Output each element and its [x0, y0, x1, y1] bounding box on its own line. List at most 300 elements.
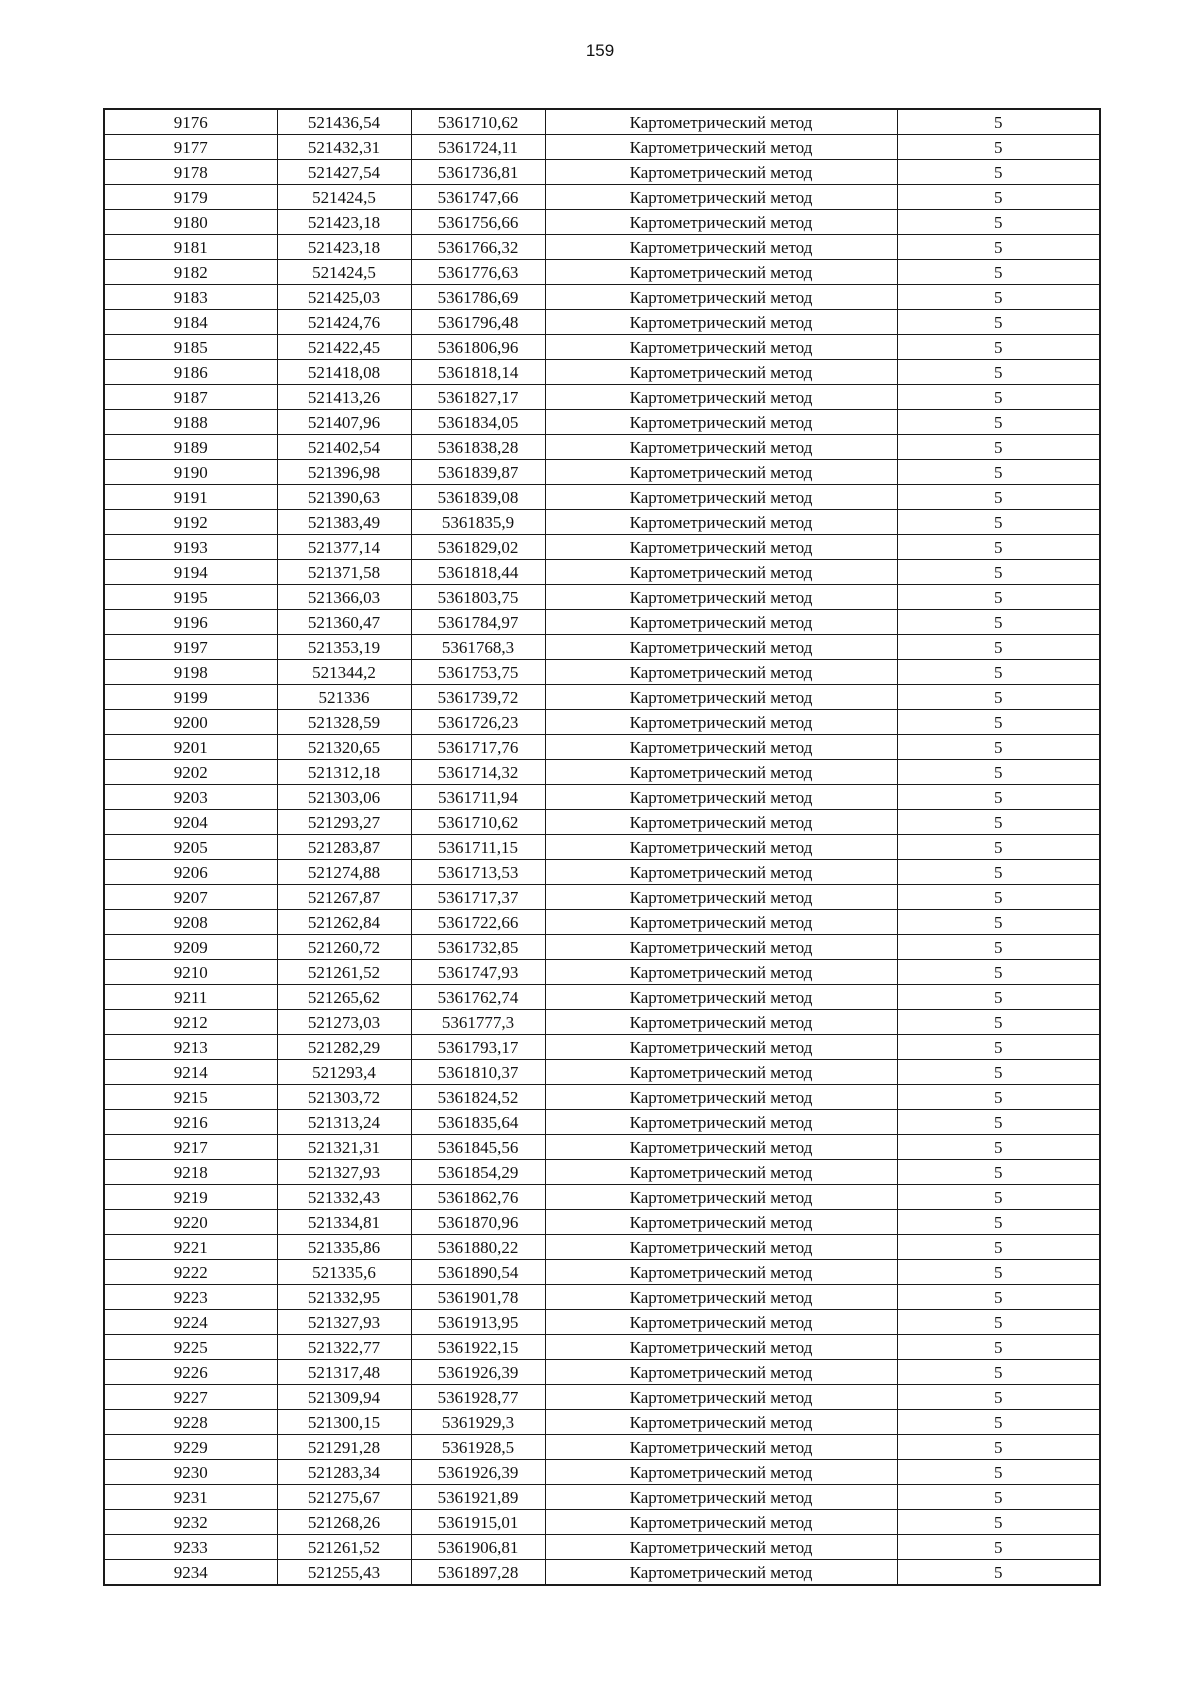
method-cell: Картометрический метод — [545, 109, 897, 135]
point-number-cell: 9191 — [104, 485, 277, 510]
x-coordinate-cell: 521334,81 — [277, 1210, 411, 1235]
accuracy-cell: 5 — [897, 260, 1100, 285]
table-row — [104, 660, 1100, 685]
point-number-cell: 9219 — [104, 1185, 277, 1210]
method-cell: Картометрический метод — [545, 460, 897, 485]
table-row — [104, 1460, 1100, 1485]
accuracy-cell: 5 — [897, 535, 1100, 560]
table-row — [104, 610, 1100, 635]
point-number-cell: 9181 — [104, 235, 277, 260]
y-coordinate-cell: 5361862,76 — [411, 1185, 545, 1210]
coordinates-table-body — [104, 109, 1100, 1585]
y-coordinate-cell: 5361839,08 — [411, 485, 545, 510]
point-number-cell: 9200 — [104, 710, 277, 735]
y-coordinate-cell: 5361726,23 — [411, 710, 545, 735]
method-cell: Картометрический метод — [545, 710, 897, 735]
table-row — [104, 960, 1100, 985]
table-row — [104, 1285, 1100, 1310]
table-row — [104, 1435, 1100, 1460]
accuracy-cell: 5 — [897, 910, 1100, 935]
accuracy-cell: 5 — [897, 385, 1100, 410]
y-coordinate-cell: 5361786,69 — [411, 285, 545, 310]
x-coordinate-cell: 521427,54 — [277, 160, 411, 185]
table-row — [104, 1510, 1100, 1535]
accuracy-cell: 5 — [897, 1385, 1100, 1410]
method-cell: Картометрический метод — [545, 985, 897, 1010]
method-cell: Картометрический метод — [545, 685, 897, 710]
point-number-cell: 9187 — [104, 385, 277, 410]
accuracy-cell: 5 — [897, 210, 1100, 235]
x-coordinate-cell: 521303,72 — [277, 1085, 411, 1110]
method-cell: Картометрический метод — [545, 185, 897, 210]
x-coordinate-cell: 521353,19 — [277, 635, 411, 660]
x-coordinate-cell: 521312,18 — [277, 760, 411, 785]
table-row — [104, 1060, 1100, 1085]
y-coordinate-cell: 5361793,17 — [411, 1035, 545, 1060]
accuracy-cell: 5 — [897, 685, 1100, 710]
x-coordinate-cell: 521402,54 — [277, 435, 411, 460]
table-row — [104, 260, 1100, 285]
x-coordinate-cell: 521344,2 — [277, 660, 411, 685]
y-coordinate-cell: 5361928,5 — [411, 1435, 545, 1460]
method-cell: Картометрический метод — [545, 1010, 897, 1035]
table-row — [104, 585, 1100, 610]
table-row — [104, 1360, 1100, 1385]
method-cell: Картометрический метод — [545, 1235, 897, 1260]
x-coordinate-cell: 521413,26 — [277, 385, 411, 410]
y-coordinate-cell: 5361926,39 — [411, 1460, 545, 1485]
accuracy-cell: 5 — [897, 1560, 1100, 1586]
table-row — [104, 685, 1100, 710]
y-coordinate-cell: 5361784,97 — [411, 610, 545, 635]
accuracy-cell: 5 — [897, 835, 1100, 860]
accuracy-cell: 5 — [897, 1460, 1100, 1485]
point-number-cell: 9208 — [104, 910, 277, 935]
y-coordinate-cell: 5361824,52 — [411, 1085, 545, 1110]
point-number-cell: 9180 — [104, 210, 277, 235]
table-row — [104, 1260, 1100, 1285]
table-row — [104, 560, 1100, 585]
x-coordinate-cell: 521293,4 — [277, 1060, 411, 1085]
accuracy-cell: 5 — [897, 1110, 1100, 1135]
table-row — [104, 460, 1100, 485]
x-coordinate-cell: 521303,06 — [277, 785, 411, 810]
table-row — [104, 1560, 1100, 1586]
point-number-cell: 9183 — [104, 285, 277, 310]
accuracy-cell: 5 — [897, 1235, 1100, 1260]
point-number-cell: 9234 — [104, 1560, 277, 1586]
table-row — [104, 910, 1100, 935]
accuracy-cell: 5 — [897, 1060, 1100, 1085]
point-number-cell: 9207 — [104, 885, 277, 910]
accuracy-cell: 5 — [897, 785, 1100, 810]
point-number-cell: 9224 — [104, 1310, 277, 1335]
y-coordinate-cell: 5361768,3 — [411, 635, 545, 660]
method-cell: Картометрический метод — [545, 1360, 897, 1385]
method-cell: Картометрический метод — [545, 560, 897, 585]
accuracy-cell: 5 — [897, 160, 1100, 185]
accuracy-cell: 5 — [897, 810, 1100, 835]
point-number-cell: 9209 — [104, 935, 277, 960]
table-row — [104, 735, 1100, 760]
point-number-cell: 9205 — [104, 835, 277, 860]
method-cell: Картометрический метод — [545, 760, 897, 785]
table-row — [104, 1185, 1100, 1210]
table-row — [104, 1160, 1100, 1185]
x-coordinate-cell: 521436,54 — [277, 109, 411, 135]
x-coordinate-cell: 521282,29 — [277, 1035, 411, 1060]
table-row — [104, 285, 1100, 310]
x-coordinate-cell: 521260,72 — [277, 935, 411, 960]
y-coordinate-cell: 5361777,3 — [411, 1010, 545, 1035]
accuracy-cell: 5 — [897, 1360, 1100, 1385]
table-row — [104, 310, 1100, 335]
x-coordinate-cell: 521335,86 — [277, 1235, 411, 1260]
method-cell: Картометрический метод — [545, 1135, 897, 1160]
accuracy-cell: 5 — [897, 1035, 1100, 1060]
x-coordinate-cell: 521327,93 — [277, 1160, 411, 1185]
point-number-cell: 9190 — [104, 460, 277, 485]
accuracy-cell: 5 — [897, 109, 1100, 135]
point-number-cell: 9176 — [104, 109, 277, 135]
x-coordinate-cell: 521377,14 — [277, 535, 411, 560]
y-coordinate-cell: 5361806,96 — [411, 335, 545, 360]
method-cell: Картометрический метод — [545, 135, 897, 160]
y-coordinate-cell: 5361839,87 — [411, 460, 545, 485]
x-coordinate-cell: 521262,84 — [277, 910, 411, 935]
point-number-cell: 9197 — [104, 635, 277, 660]
method-cell: Картометрический метод — [545, 960, 897, 985]
table-row — [104, 135, 1100, 160]
y-coordinate-cell: 5361766,32 — [411, 235, 545, 260]
point-number-cell: 9227 — [104, 1385, 277, 1410]
y-coordinate-cell: 5361906,81 — [411, 1535, 545, 1560]
method-cell: Картометрический метод — [545, 310, 897, 335]
accuracy-cell: 5 — [897, 1185, 1100, 1210]
y-coordinate-cell: 5361834,05 — [411, 410, 545, 435]
point-number-cell: 9198 — [104, 660, 277, 685]
y-coordinate-cell: 5361736,81 — [411, 160, 545, 185]
coordinates-table — [103, 108, 1101, 1586]
point-number-cell: 9193 — [104, 535, 277, 560]
method-cell: Картометрический метод — [545, 785, 897, 810]
point-number-cell: 9229 — [104, 1435, 277, 1460]
point-number-cell: 9213 — [104, 1035, 277, 1060]
point-number-cell: 9223 — [104, 1285, 277, 1310]
accuracy-cell: 5 — [897, 310, 1100, 335]
x-coordinate-cell: 521321,31 — [277, 1135, 411, 1160]
x-coordinate-cell: 521275,67 — [277, 1485, 411, 1510]
accuracy-cell: 5 — [897, 235, 1100, 260]
y-coordinate-cell: 5361714,32 — [411, 760, 545, 785]
y-coordinate-cell: 5361827,17 — [411, 385, 545, 410]
accuracy-cell: 5 — [897, 1485, 1100, 1510]
y-coordinate-cell: 5361921,89 — [411, 1485, 545, 1510]
point-number-cell: 9218 — [104, 1160, 277, 1185]
table-row — [104, 360, 1100, 385]
table-row — [104, 510, 1100, 535]
y-coordinate-cell: 5361835,9 — [411, 510, 545, 535]
point-number-cell: 9186 — [104, 360, 277, 385]
accuracy-cell: 5 — [897, 1260, 1100, 1285]
x-coordinate-cell: 521327,93 — [277, 1310, 411, 1335]
table-row — [104, 1135, 1100, 1160]
table-row — [104, 1235, 1100, 1260]
point-number-cell: 9211 — [104, 985, 277, 1010]
x-coordinate-cell: 521396,98 — [277, 460, 411, 485]
accuracy-cell: 5 — [897, 1335, 1100, 1360]
table-row — [104, 185, 1100, 210]
point-number-cell: 9204 — [104, 810, 277, 835]
accuracy-cell: 5 — [897, 660, 1100, 685]
y-coordinate-cell: 5361901,78 — [411, 1285, 545, 1310]
y-coordinate-cell: 5361739,72 — [411, 685, 545, 710]
table-row — [104, 1085, 1100, 1110]
x-coordinate-cell: 521313,24 — [277, 1110, 411, 1135]
y-coordinate-cell: 5361818,44 — [411, 560, 545, 585]
accuracy-cell: 5 — [897, 735, 1100, 760]
y-coordinate-cell: 5361870,96 — [411, 1210, 545, 1235]
accuracy-cell: 5 — [897, 935, 1100, 960]
point-number-cell: 9232 — [104, 1510, 277, 1535]
point-number-cell: 9225 — [104, 1335, 277, 1360]
table-row — [104, 835, 1100, 860]
y-coordinate-cell: 5361922,15 — [411, 1335, 545, 1360]
y-coordinate-cell: 5361928,77 — [411, 1385, 545, 1410]
y-coordinate-cell: 5361756,66 — [411, 210, 545, 235]
method-cell: Картометрический метод — [545, 1410, 897, 1435]
y-coordinate-cell: 5361724,11 — [411, 135, 545, 160]
method-cell: Картометрический метод — [545, 1460, 897, 1485]
table-row — [104, 1535, 1100, 1560]
y-coordinate-cell: 5361810,37 — [411, 1060, 545, 1085]
y-coordinate-cell: 5361845,56 — [411, 1135, 545, 1160]
x-coordinate-cell: 521317,48 — [277, 1360, 411, 1385]
x-coordinate-cell: 521293,27 — [277, 810, 411, 835]
accuracy-cell: 5 — [897, 985, 1100, 1010]
y-coordinate-cell: 5361711,15 — [411, 835, 545, 860]
point-number-cell: 9194 — [104, 560, 277, 585]
method-cell: Картометрический метод — [545, 635, 897, 660]
table-row — [104, 1010, 1100, 1035]
y-coordinate-cell: 5361710,62 — [411, 109, 545, 135]
accuracy-cell: 5 — [897, 485, 1100, 510]
accuracy-cell: 5 — [897, 435, 1100, 460]
point-number-cell: 9233 — [104, 1535, 277, 1560]
x-coordinate-cell: 521332,43 — [277, 1185, 411, 1210]
x-coordinate-cell: 521422,45 — [277, 335, 411, 360]
accuracy-cell: 5 — [897, 760, 1100, 785]
method-cell: Картометрический метод — [545, 610, 897, 635]
method-cell: Картометрический метод — [545, 910, 897, 935]
method-cell: Картометрический метод — [545, 885, 897, 910]
point-number-cell: 9228 — [104, 1410, 277, 1435]
accuracy-cell: 5 — [897, 460, 1100, 485]
method-cell: Картометрический метод — [545, 410, 897, 435]
table-row — [104, 1210, 1100, 1235]
point-number-cell: 9188 — [104, 410, 277, 435]
method-cell: Картометрический метод — [545, 1535, 897, 1560]
x-coordinate-cell: 521332,95 — [277, 1285, 411, 1310]
y-coordinate-cell: 5361913,95 — [411, 1310, 545, 1335]
table-row — [104, 810, 1100, 835]
y-coordinate-cell: 5361776,63 — [411, 260, 545, 285]
x-coordinate-cell: 521291,28 — [277, 1435, 411, 1460]
method-cell: Картометрический метод — [545, 385, 897, 410]
table-row — [104, 160, 1100, 185]
accuracy-cell: 5 — [897, 960, 1100, 985]
table-row — [104, 885, 1100, 910]
point-number-cell: 9231 — [104, 1485, 277, 1510]
accuracy-cell: 5 — [897, 360, 1100, 385]
table-row — [104, 535, 1100, 560]
method-cell: Картометрический метод — [545, 485, 897, 510]
table-row — [104, 1035, 1100, 1060]
table-row — [104, 335, 1100, 360]
y-coordinate-cell: 5361890,54 — [411, 1260, 545, 1285]
y-coordinate-cell: 5361854,29 — [411, 1160, 545, 1185]
y-coordinate-cell: 5361762,74 — [411, 985, 545, 1010]
y-coordinate-cell: 5361803,75 — [411, 585, 545, 610]
table-row — [104, 385, 1100, 410]
point-number-cell: 9182 — [104, 260, 277, 285]
x-coordinate-cell: 521424,5 — [277, 185, 411, 210]
point-number-cell: 9196 — [104, 610, 277, 635]
table-row — [104, 635, 1100, 660]
page-number: 159 — [585, 41, 615, 60]
y-coordinate-cell: 5361747,66 — [411, 185, 545, 210]
table-row — [104, 760, 1100, 785]
y-coordinate-cell: 5361818,14 — [411, 360, 545, 385]
method-cell: Картометрический метод — [545, 1485, 897, 1510]
point-number-cell: 9178 — [104, 160, 277, 185]
x-coordinate-cell: 521371,58 — [277, 560, 411, 585]
method-cell: Картометрический метод — [545, 1260, 897, 1285]
y-coordinate-cell: 5361717,76 — [411, 735, 545, 760]
point-number-cell: 9184 — [104, 310, 277, 335]
y-coordinate-cell: 5361897,28 — [411, 1560, 545, 1586]
x-coordinate-cell: 521261,52 — [277, 960, 411, 985]
point-number-cell: 9185 — [104, 335, 277, 360]
accuracy-cell: 5 — [897, 1210, 1100, 1235]
table-row — [104, 210, 1100, 235]
x-coordinate-cell: 521423,18 — [277, 235, 411, 260]
point-number-cell: 9202 — [104, 760, 277, 785]
method-cell: Картометрический метод — [545, 1560, 897, 1586]
method-cell: Картометрический метод — [545, 360, 897, 385]
x-coordinate-cell: 521432,31 — [277, 135, 411, 160]
method-cell: Картометрический метод — [545, 1160, 897, 1185]
table-row — [104, 485, 1100, 510]
point-number-cell: 9179 — [104, 185, 277, 210]
accuracy-cell: 5 — [897, 185, 1100, 210]
x-coordinate-cell: 521335,6 — [277, 1260, 411, 1285]
x-coordinate-cell: 521418,08 — [277, 360, 411, 385]
y-coordinate-cell: 5361838,28 — [411, 435, 545, 460]
x-coordinate-cell: 521366,03 — [277, 585, 411, 610]
x-coordinate-cell: 521423,18 — [277, 210, 411, 235]
table-row — [104, 1110, 1100, 1135]
accuracy-cell: 5 — [897, 135, 1100, 160]
method-cell: Картометрический метод — [545, 1385, 897, 1410]
accuracy-cell: 5 — [897, 560, 1100, 585]
accuracy-cell: 5 — [897, 860, 1100, 885]
point-number-cell: 9177 — [104, 135, 277, 160]
x-coordinate-cell: 521320,65 — [277, 735, 411, 760]
method-cell: Картометрический метод — [545, 585, 897, 610]
x-coordinate-cell: 521424,76 — [277, 310, 411, 335]
accuracy-cell: 5 — [897, 510, 1100, 535]
method-cell: Картометрический метод — [545, 1085, 897, 1110]
table-row — [104, 235, 1100, 260]
table-row — [104, 985, 1100, 1010]
method-cell: Картометрический метод — [545, 285, 897, 310]
method-cell: Картометрический метод — [545, 1035, 897, 1060]
x-coordinate-cell: 521300,15 — [277, 1410, 411, 1435]
table-row — [104, 1410, 1100, 1435]
method-cell: Картометрический метод — [545, 210, 897, 235]
x-coordinate-cell: 521328,59 — [277, 710, 411, 735]
y-coordinate-cell: 5361753,75 — [411, 660, 545, 685]
accuracy-cell: 5 — [897, 1510, 1100, 1535]
table-row — [104, 935, 1100, 960]
point-number-cell: 9220 — [104, 1210, 277, 1235]
accuracy-cell: 5 — [897, 885, 1100, 910]
table-row — [104, 1485, 1100, 1510]
method-cell: Картометрический метод — [545, 1210, 897, 1235]
table-row — [104, 860, 1100, 885]
accuracy-cell: 5 — [897, 1285, 1100, 1310]
y-coordinate-cell: 5361717,37 — [411, 885, 545, 910]
method-cell: Картометрический метод — [545, 510, 897, 535]
accuracy-cell: 5 — [897, 1135, 1100, 1160]
x-coordinate-cell: 521265,62 — [277, 985, 411, 1010]
point-number-cell: 9221 — [104, 1235, 277, 1260]
point-number-cell: 9222 — [104, 1260, 277, 1285]
x-coordinate-cell: 521274,88 — [277, 860, 411, 885]
method-cell: Картометрический метод — [545, 435, 897, 460]
y-coordinate-cell: 5361722,66 — [411, 910, 545, 935]
accuracy-cell: 5 — [897, 335, 1100, 360]
x-coordinate-cell: 521390,63 — [277, 485, 411, 510]
accuracy-cell: 5 — [897, 410, 1100, 435]
x-coordinate-cell: 521336 — [277, 685, 411, 710]
accuracy-cell: 5 — [897, 285, 1100, 310]
accuracy-cell: 5 — [897, 635, 1100, 660]
method-cell: Картометрический метод — [545, 1285, 897, 1310]
x-coordinate-cell: 521283,34 — [277, 1460, 411, 1485]
x-coordinate-cell: 521267,87 — [277, 885, 411, 910]
method-cell: Картометрический метод — [545, 1510, 897, 1535]
y-coordinate-cell: 5361929,3 — [411, 1410, 545, 1435]
point-number-cell: 9189 — [104, 435, 277, 460]
point-number-cell: 9203 — [104, 785, 277, 810]
x-coordinate-cell: 521255,43 — [277, 1560, 411, 1586]
method-cell: Картометрический метод — [545, 1310, 897, 1335]
accuracy-cell: 5 — [897, 1410, 1100, 1435]
x-coordinate-cell: 521268,26 — [277, 1510, 411, 1535]
point-number-cell: 9192 — [104, 510, 277, 535]
point-number-cell: 9201 — [104, 735, 277, 760]
point-number-cell: 9206 — [104, 860, 277, 885]
y-coordinate-cell: 5361713,53 — [411, 860, 545, 885]
y-coordinate-cell: 5361829,02 — [411, 535, 545, 560]
method-cell: Картометрический метод — [545, 1335, 897, 1360]
method-cell: Картометрический метод — [545, 1060, 897, 1085]
x-coordinate-cell: 521425,03 — [277, 285, 411, 310]
point-number-cell: 9212 — [104, 1010, 277, 1035]
y-coordinate-cell: 5361915,01 — [411, 1510, 545, 1535]
